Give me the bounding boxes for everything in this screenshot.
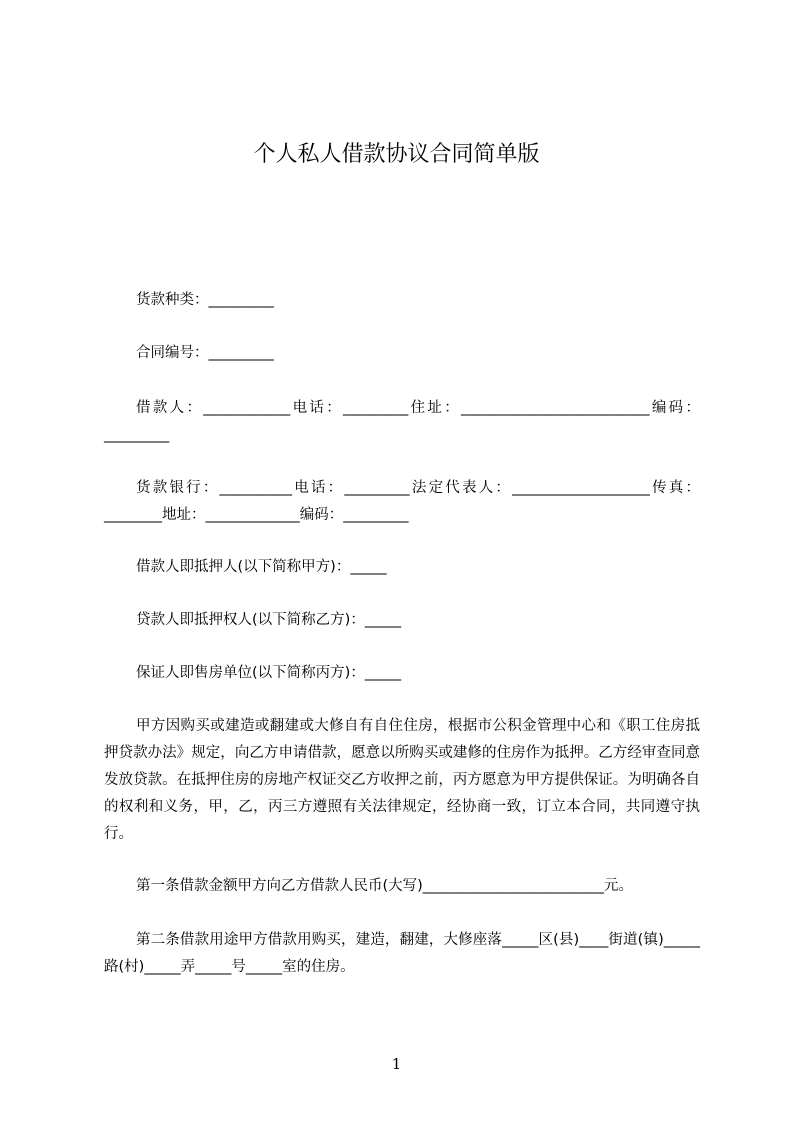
party-a-line: 借款人即抵押人(以下简称甲方)：_____ [136,559,387,575]
borrower-info-line: 借款人：____________电话：_________住址：__________________________编码：_________ [104,400,700,443]
party-b-line: 贷款人即抵押权人(以下简称乙方)：_____ [136,612,402,628]
page-number: 1 [391,1055,402,1073]
article-1-loan-amount: 第一条借款金额甲方向乙方借款人民币(大写)_________________________元。 [136,878,634,894]
loan-type-line: 货款种类：_________ [136,292,274,308]
party-c-line: 保证人即售房单位(以下简称丙方)：_____ [136,665,402,681]
preamble-paragraph: 甲方因购买或建造或翻建或大修自有自住住房，根据市公积金管理中心和《职工住房抵押贷款办法》规定，向乙方申请借款，愿意以所购买或建修的住房作为抵押。乙方经审查同意发放贷款。在抵押住房的房地产权证交乙方收押之前，丙方愿意为甲方提供保证。为明确各自的权利和义务，甲，乙，丙三方遵照有关法律规定，经协商一致，订立本合同，共同遵守执行。 [104,718,700,842]
lender-bank-info-line: 货款银行：__________电话：_________法定代表人：___________________传真：________地址：_____________编码：_________ [104,480,700,523]
document-title: 个人私人借款协议合同简单版 [253,142,540,167]
contract-number-line: 合同编号：_________ [136,345,274,361]
article-2-loan-purpose: 第二条借款用途甲方借款用购买，建造，翻建，大修座落_____区(县)____街道(镇)_____路(村)_____弄_____号_____室的住房。 [104,932,700,975]
